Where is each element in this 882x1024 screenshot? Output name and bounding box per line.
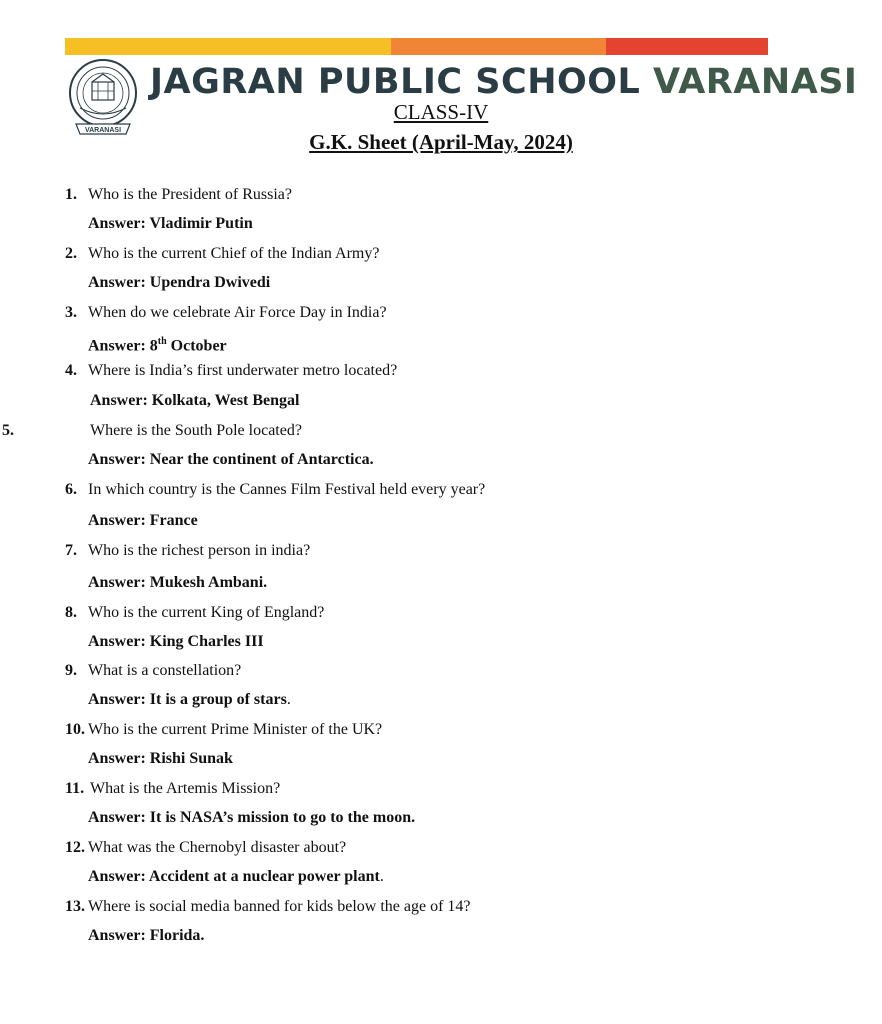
question-number: 2. — [65, 245, 77, 262]
answer-text: Answer: Rishi Sunak — [88, 750, 233, 767]
answer-text-tail: . — [286, 691, 291, 708]
answer-text: Answer: Florida. — [88, 927, 205, 944]
question-text: Where is social media banned for kids below the age of 14? — [88, 898, 471, 915]
question-number: 5. — [2, 422, 14, 439]
question-number: 11. — [65, 780, 85, 797]
question-number: 1. — [65, 186, 77, 203]
school-name-city: VARANASI — [652, 62, 858, 102]
answer-text: Answer: King Charles III — [88, 633, 264, 650]
answer-text — [88, 867, 384, 887]
answer-text: Answer: Near the continent of Antarctica. — [88, 451, 374, 468]
question-text: Where is India’s first underwater metro located? — [88, 362, 398, 379]
answer-text: Answer: It is NASA’s mission to go to the moon. — [88, 809, 416, 826]
color-bar-orange — [391, 38, 606, 55]
color-bar-red — [606, 38, 768, 55]
question-text: What is a constellation? — [88, 662, 242, 679]
question-text: Where is the South Pole located? — [90, 422, 302, 439]
answer-text: Answer: Vladimir Putin — [88, 215, 253, 232]
question-number: 8. — [65, 604, 77, 621]
school-name-main: JAGRAN PUBLIC SCHOOL — [150, 62, 641, 102]
answer-text-main: Answer: Accident at a nuclear power plant — [88, 868, 380, 885]
sheet-title: G.K. Sheet (April-May, 2024) — [309, 130, 573, 154]
question-number: 9. — [65, 662, 77, 679]
question-number: 3. — [65, 304, 77, 321]
answer-text-main: Answer: It is a group of stars — [88, 691, 287, 708]
question-text: In which country is the Cannes Film Festival held every year? — [88, 481, 486, 498]
logo-text: VARANASI — [84, 127, 122, 134]
answer-text-tail: October — [166, 337, 227, 355]
answer-text-main: Answer: 8 — [88, 337, 158, 355]
question-text: Who is the current Prime Minister of the UK? — [88, 721, 383, 738]
header-color-bar — [65, 38, 768, 55]
question-number: 10. — [65, 721, 85, 738]
question-number: 4. — [65, 362, 77, 379]
answer-text-tail: . — [379, 868, 384, 885]
question-number: 6. — [65, 481, 77, 498]
answer-text — [88, 690, 291, 710]
question-text: Who is the current King of England? — [88, 604, 325, 621]
question-text: What is the Artemis Mission? — [90, 780, 281, 797]
answer-text: Answer: Mukesh Ambani. — [88, 574, 268, 591]
answer-text: Answer: Kolkata, West Bengal — [90, 392, 300, 409]
question-text: When do we celebrate Air Force Day in India? — [88, 304, 387, 321]
answer-text: Answer: France — [88, 512, 198, 529]
answer-text — [88, 332, 227, 356]
question-text: Who is the President of Russia? — [88, 186, 292, 203]
question-text: Who is the richest person in india? — [88, 542, 311, 559]
answer-text: Answer: Upendra Dwivedi — [88, 274, 271, 291]
question-number: 12. — [65, 839, 85, 856]
question-number: 7. — [65, 542, 77, 559]
class-title: CLASS-IV — [393, 100, 489, 124]
color-bar-yellow — [65, 38, 391, 55]
question-number: 13. — [65, 898, 85, 915]
question-text: What was the Chernobyl disaster about? — [88, 839, 347, 856]
question-text: Who is the current Chief of the Indian Army? — [88, 245, 380, 262]
answer-superscript: th — [157, 336, 167, 347]
